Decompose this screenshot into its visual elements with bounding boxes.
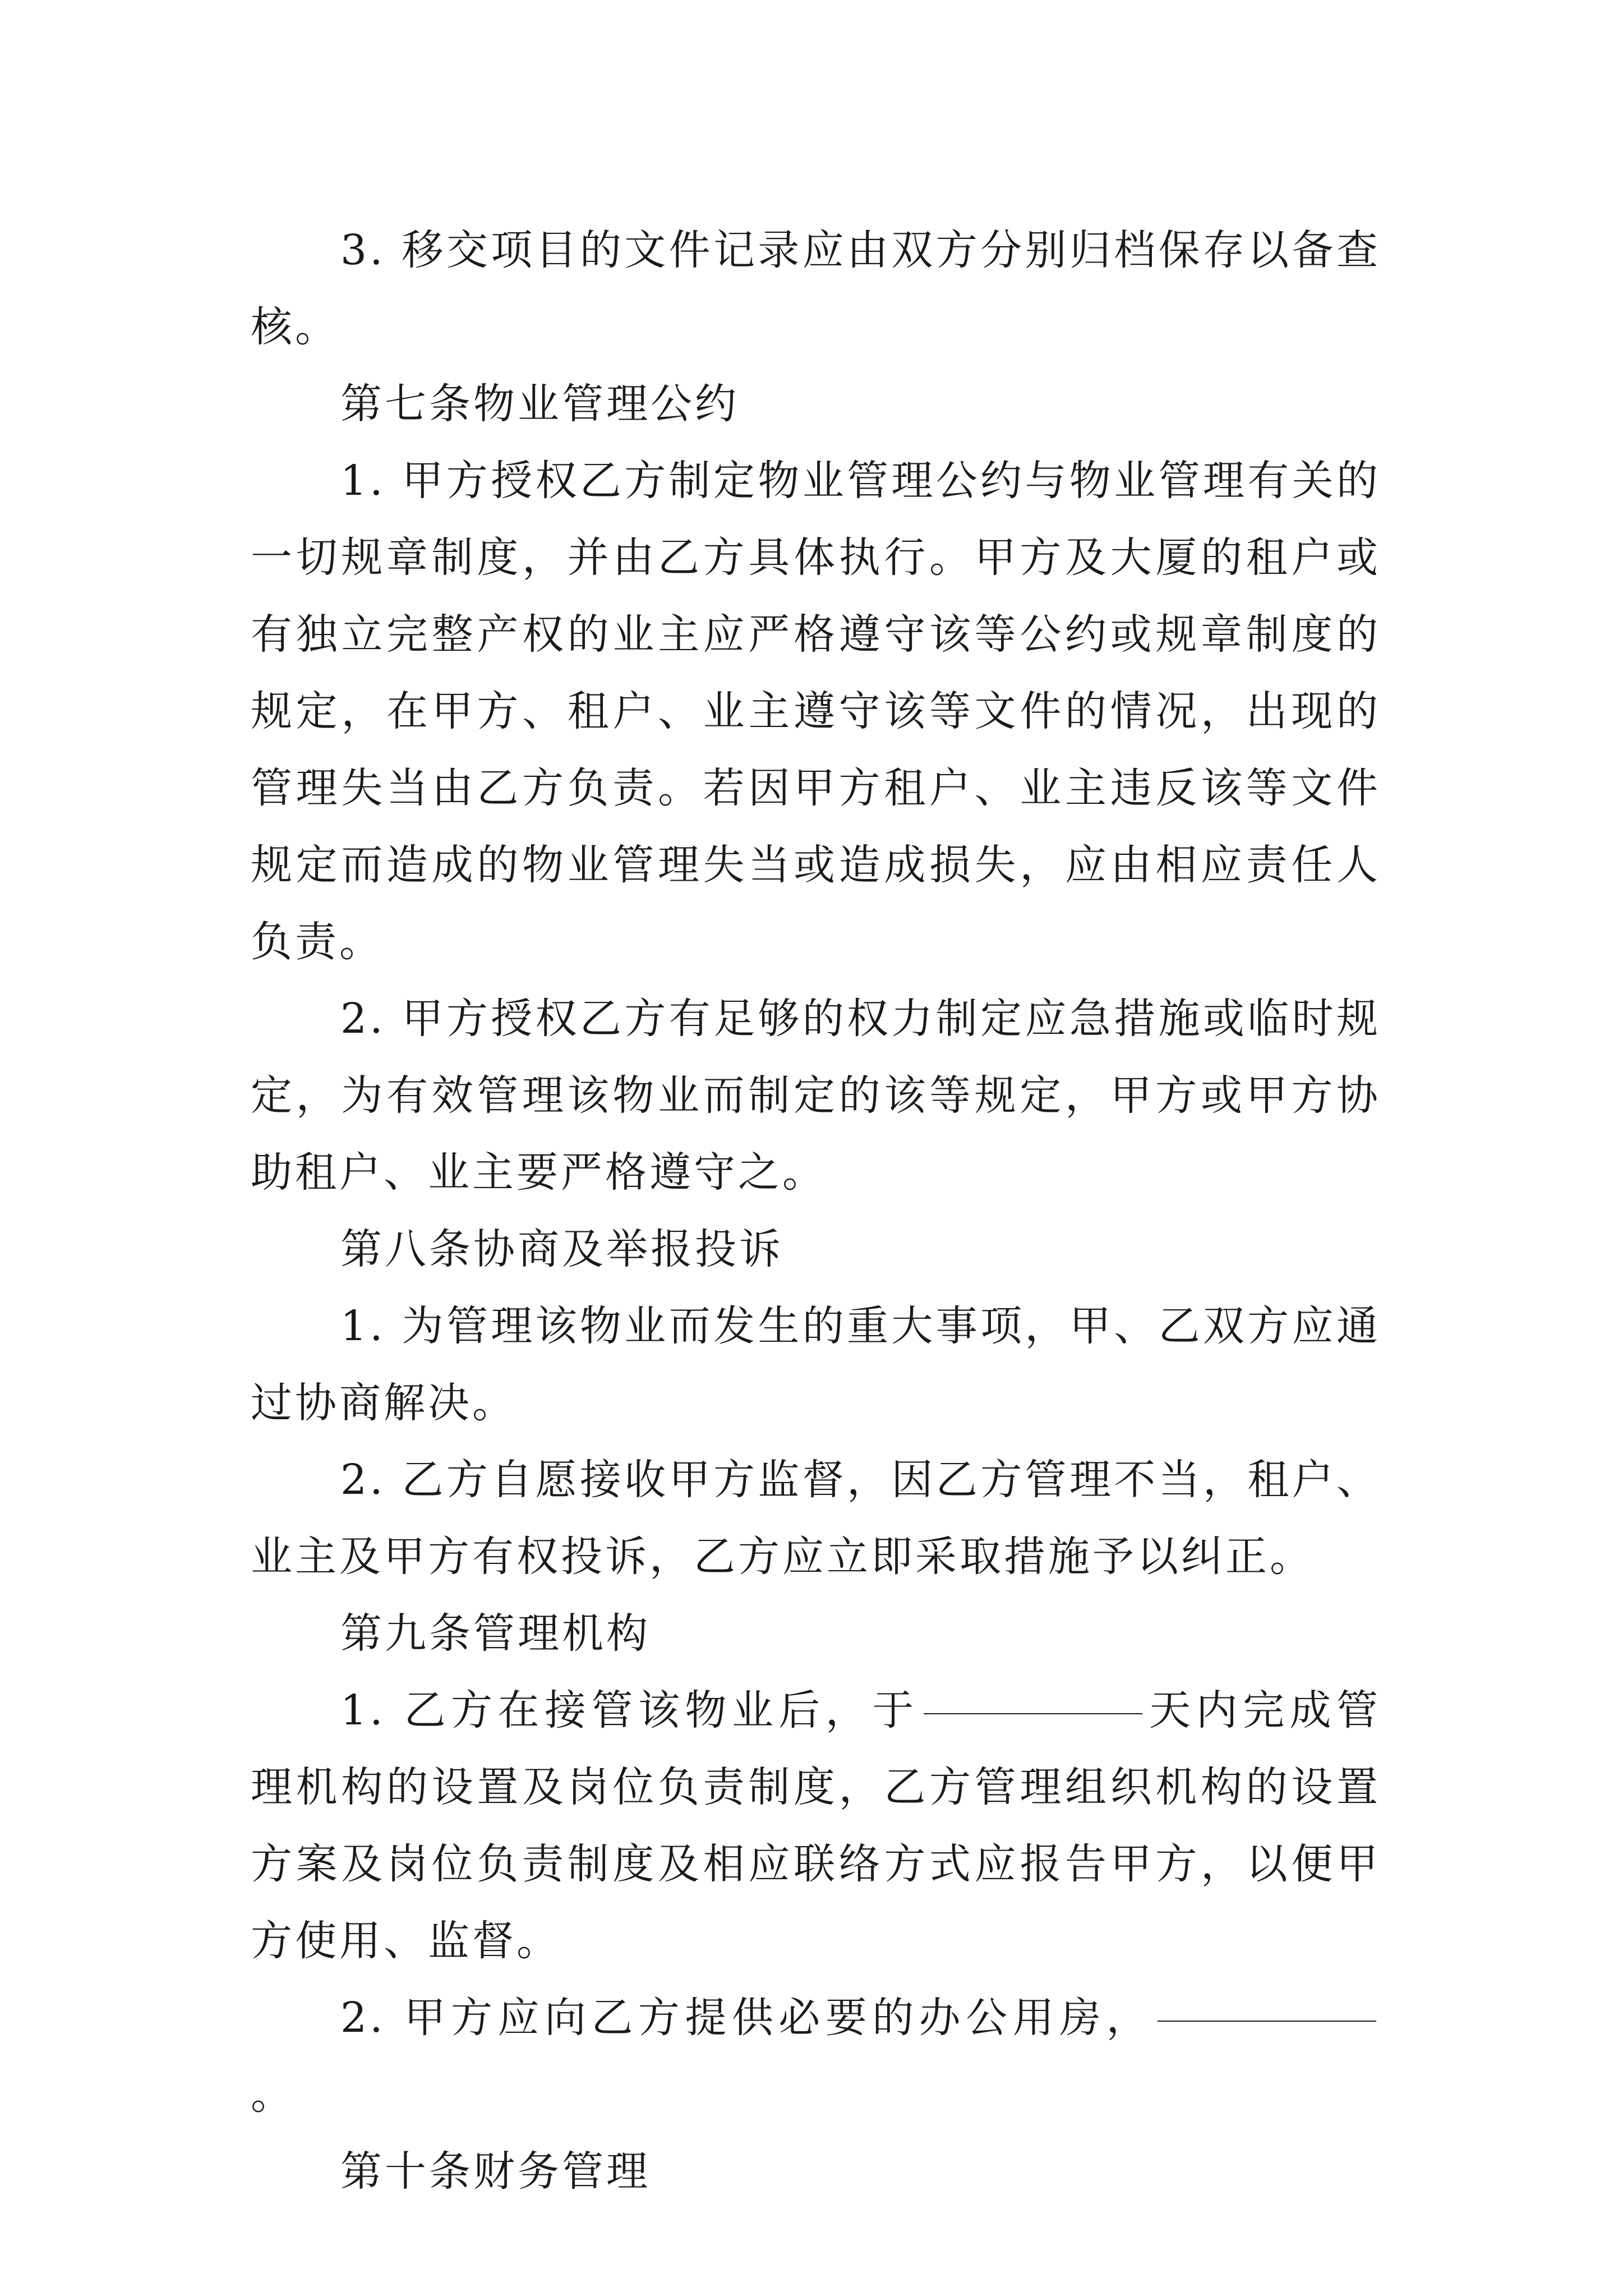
article-8-clause-1: 1. 为管理该物业而发生的重大事项，甲、乙双方应通过协商解决。 — [251, 1302, 1381, 1427]
article-9-clause-1-start: 1. 乙方在接管该物业后，于 — [340, 1686, 919, 1734]
article-7-heading: 第七条物业管理公约 — [340, 380, 739, 428]
article-9-clause-2-start: 2. 甲方应向乙方提供必要的办公用房， — [340, 1994, 1153, 2042]
blank-office-field — [1158, 2020, 1376, 2022]
article-9-clause-1 — [251, 1672, 1381, 1980]
article-7-clause-2: 2. 甲方授权乙方有足够的权力制定应急措施或临时规定，为有效管理该物业而制定的该等规定，甲方或甲方协助租户、业主要严格遵守之。 — [251, 995, 1381, 1197]
blank-days-field — [924, 1713, 1142, 1714]
document-body — [251, 212, 1381, 2210]
article-9-clause-2 — [251, 1980, 1381, 2133]
article-10-heading: 第十条财务管理 — [340, 2147, 651, 2196]
article-9-clause-1-end: 天内完成管理机构的设置及岗位负责制度，乙方管理组织机构的设置方案及岗位负责制度及相应联络方式应报告甲方，以便甲方使用、监督。 — [251, 1686, 1381, 1965]
article-9-heading: 第九条管理机构 — [340, 1609, 651, 1658]
article-7-clause-1: 1. 甲方授权乙方制定物业管理公约与物业管理有关的一切规章制度，并由乙方具体执行。甲方及大厦的租户或有独立完整产权的业主应严格遵守该等公约或规章制度的规定，在甲方、租户、业主遵守该等文件的情况，出现的管理失当由乙方负责。若因甲方租户、业主违反该等文件规定而造成的物业管理失当或造成损失，应由相应责任人负责。 — [251, 457, 1381, 966]
article-8-clause-2: 2. 乙方自愿接收甲方监督，因乙方管理不当，租户、业主及甲方有权投诉，乙方应立即采取措施予以纠正。 — [251, 1456, 1381, 1581]
article-9-clause-2-end: 。 — [251, 2070, 295, 2119]
article-8-heading: 第八条协商及举报投诉 — [340, 1225, 783, 1273]
paragraph-handover-records: 3. 移交项目的文件记录应由双方分别归档保存以备查核。 — [251, 226, 1381, 351]
